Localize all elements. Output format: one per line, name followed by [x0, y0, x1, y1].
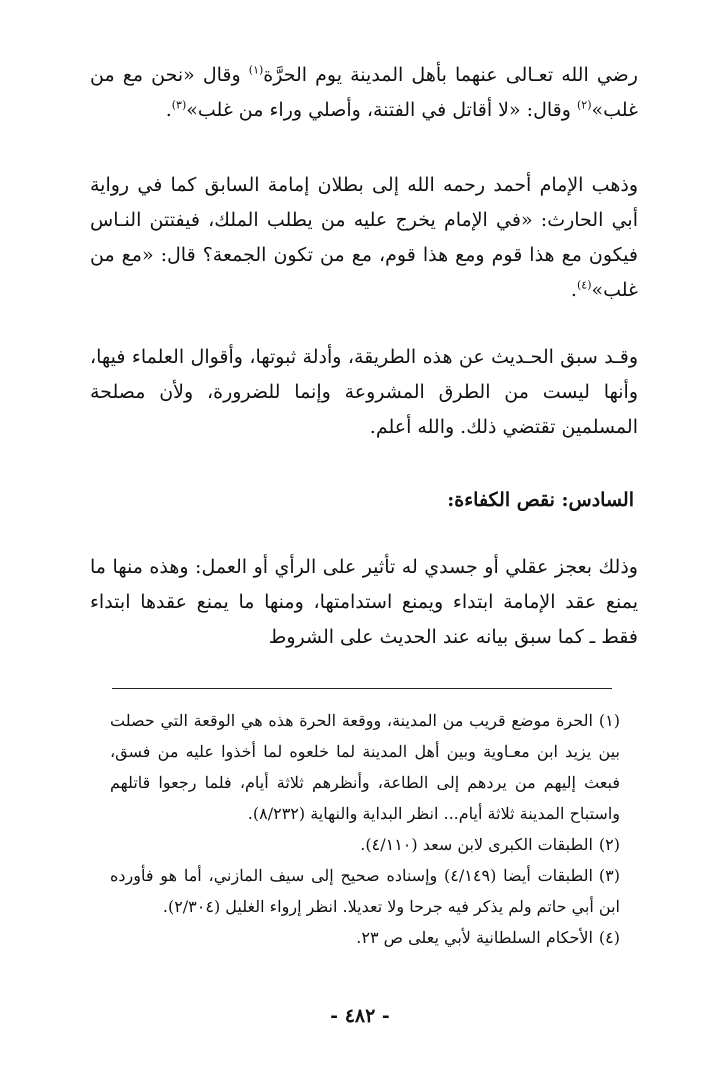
- paragraph-1-text-d: .: [165, 99, 172, 121]
- footnote-text: الطبقات الكبرى لابن سعد (٤/١١٠).: [360, 835, 593, 854]
- footnote-3: [110, 860, 620, 922]
- paragraph-1: [90, 58, 638, 128]
- footnote-divider: [112, 688, 612, 689]
- footnotes-list: [110, 705, 620, 953]
- footnote-ref-3: (٣): [171, 98, 187, 112]
- footnote-ref-1: (١): [248, 63, 264, 77]
- paragraph-4: وذلك بعجز عقلي أو جسدي له تأثير على الرأي أو العمل: وهذه منها ما يمنع عقد الإمامة ابتداء ويمنع استدامتها، ومنها ما يمنع عقدها ابتداء فقط ـ كما سبق بيانه عند الحديث على الشروط: [90, 556, 638, 648]
- footnote-number: (٤): [598, 928, 620, 947]
- page-number: - ٤٨٢ -: [330, 1005, 390, 1027]
- paragraph-1-text-b: وقال «نحن مع من غلب»: [90, 64, 638, 121]
- paragraph-1-text-a: رضي الله تعـالى عنهما بأهل المدينة يوم الحرَّة: [263, 64, 638, 86]
- footnote-text: الحرة موضع قريب من المدينة، ووقعة الحرة هذه هي الوقعة التي حصلت بين يزيد ابن معـاوية وبين أهل المدينة لما خلعوه لما أخذوا عليه من فسق، فبعث إليهم من يردهم إلى الطاعة، وأنظرهم ثلاثة أيام، فلما رجعوا قاتلهم واستباح المدينة ثلاثة أيام... انظر البداية والنهاية (٨/٢٣٢).: [110, 711, 620, 823]
- footnote-1: [110, 705, 620, 829]
- footnote-ref-2: (٢): [576, 98, 592, 112]
- footnote-2: [110, 829, 620, 860]
- footnote-4: [110, 922, 620, 953]
- footnote-ref-4: (٤): [576, 278, 592, 292]
- footnote-number: (١): [598, 711, 620, 730]
- footnote-number: (٣): [598, 866, 620, 885]
- footnote-text: الأحكام السلطانية لأبي يعلى ص ٢٣.: [356, 928, 593, 947]
- paragraph-1-text-c: وقال: «لا أقاتل في الفتنة، وأصلي وراء من غلب»: [186, 99, 577, 121]
- paragraph-2-text-a: وذهب الإمام أحمد رحمه الله إلى بطلان إمامة السابق كما في رواية أبي الحارث: «في الإمام يخرج عليه من يطلب الملك، فيفتتن النـاس فيكون مع هذا قوم ومع هذا قوم، مع من تكون الجمعة؟ قال: «مع من غلب»: [90, 174, 638, 301]
- footnote-number: (٢): [598, 835, 620, 854]
- paragraph-2: [90, 168, 638, 308]
- paragraph-3: وقـد سبق الحـديث عن هذه الطريقة، وأدلة ثبوتها، وأقوال العلماء فيها، وأنها ليست من الطرق المشروعة وإنما للضرورة، ولأن مصلحة المسلمين تقتضي ذلك. والله أعلم.: [90, 346, 638, 438]
- paragraph-2-text-b: .: [570, 279, 577, 301]
- footnote-text: الطبقات أيضا (٤/١٤٩) وإسناده صحيح إلى سيف المازني، أما هو فأورده ابن أبي حاتم ولم يذكر فيه جرحا ولا تعديلا. انظر إرواء الغليل (٢/٣٠٤).: [110, 866, 620, 916]
- section-heading: السادس: نقص الكفاءة:: [447, 489, 634, 511]
